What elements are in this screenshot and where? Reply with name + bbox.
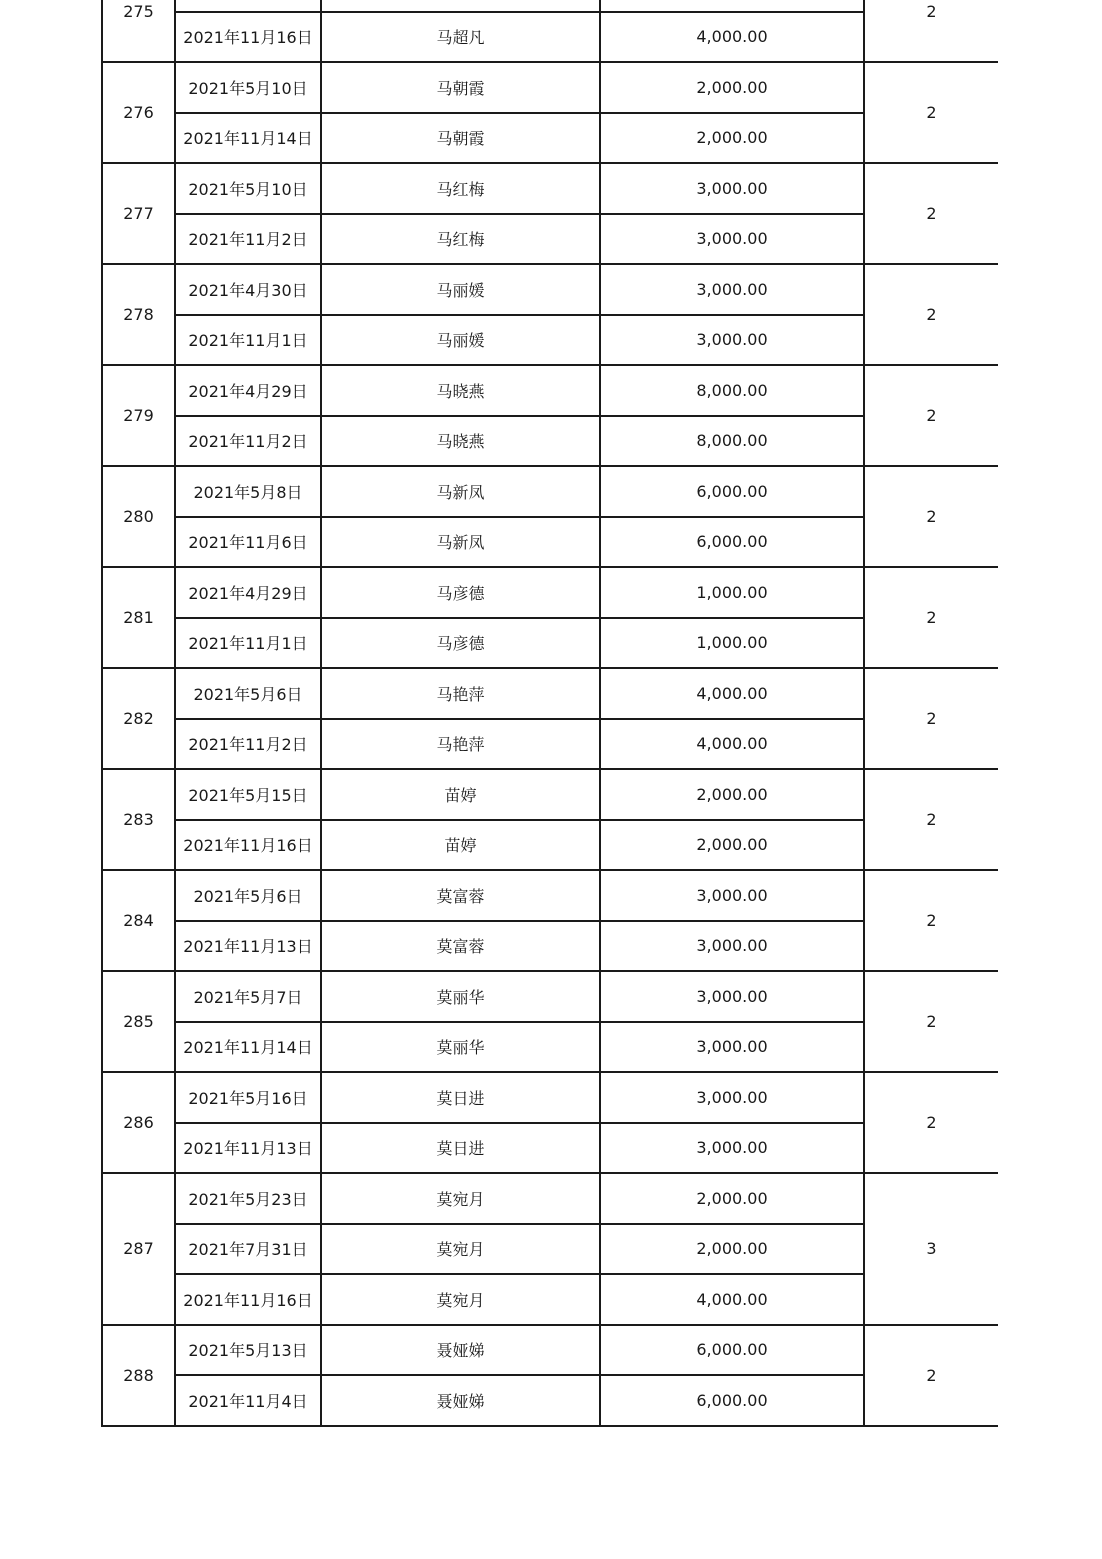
name-cell: 莫富蓉 [321,870,600,921]
name-cell: 莫宛月 [321,1224,600,1275]
amount-cell: 8,000.00 [600,365,864,416]
date-cell: 2021年5月15日 [175,769,321,820]
amount-cell: 3,000.00 [600,1072,864,1123]
table-row [102,214,998,265]
date-cell: 2021年11月4日 [175,1375,321,1426]
count-cell: 2 [864,1325,998,1426]
date-cell: 2021年5月6日 [175,668,321,719]
amount-cell: 3,000.00 [600,264,864,315]
date-cell: 2021年11月2日 [175,416,321,467]
table-row [102,971,998,1022]
record-number-cell: 275 [102,0,175,62]
name-cell: 马晓燕 [321,416,600,467]
date-cell: 2021年5月16日 [175,1072,321,1123]
record-number-cell: 279 [102,365,175,466]
name-cell: 苗婷 [321,769,600,820]
count-cell: 2 [864,62,998,163]
record-number-cell: 286 [102,1072,175,1173]
record-number-cell: 284 [102,870,175,971]
amount-cell: 1,000.00 [600,618,864,669]
count-cell: 2 [864,971,998,1072]
date-cell [175,0,321,12]
table-row [102,1123,998,1174]
table-row [102,12,998,63]
date-cell: 2021年11月16日 [175,820,321,871]
table-row [102,0,998,12]
record-number-cell: 280 [102,466,175,567]
date-cell: 2021年11月6日 [175,517,321,568]
amount-cell: 2,000.00 [600,1224,864,1275]
count-cell: 2 [864,567,998,668]
table-row [102,921,998,972]
count-cell: 2 [864,264,998,365]
date-cell: 2021年5月10日 [175,163,321,214]
date-cell: 2021年11月16日 [175,12,321,63]
date-cell: 2021年5月6日 [175,870,321,921]
amount-cell [600,0,864,12]
amount-cell: 6,000.00 [600,1375,864,1426]
table-row [102,163,998,214]
amount-cell: 4,000.00 [600,1274,864,1325]
record-number-cell: 278 [102,264,175,365]
table-row [102,264,998,315]
name-cell: 马朝霞 [321,62,600,113]
amount-cell: 3,000.00 [600,921,864,972]
name-cell: 莫日进 [321,1072,600,1123]
date-cell: 2021年4月29日 [175,365,321,416]
table-row [102,567,998,618]
amount-cell: 4,000.00 [600,12,864,63]
table-row [102,719,998,770]
date-cell: 2021年4月29日 [175,567,321,618]
amount-cell: 3,000.00 [600,971,864,1022]
table-row [102,668,998,719]
name-cell: 马超凡 [321,12,600,63]
name-cell: 马艳萍 [321,719,600,770]
date-cell: 2021年5月13日 [175,1325,321,1376]
table-row [102,62,998,113]
table-row [102,769,998,820]
amount-cell: 2,000.00 [600,62,864,113]
table-row [102,1274,998,1325]
record-number-cell: 283 [102,769,175,870]
name-cell: 马新凤 [321,466,600,517]
count-cell: 2 [864,466,998,567]
date-cell: 2021年11月13日 [175,1123,321,1174]
table-row [102,315,998,366]
name-cell: 莫宛月 [321,1173,600,1224]
amount-cell: 3,000.00 [600,214,864,265]
table-row [102,820,998,871]
date-cell: 2021年11月2日 [175,719,321,770]
date-cell: 2021年11月13日 [175,921,321,972]
count-cell: 2 [864,1072,998,1173]
name-cell: 马彦德 [321,567,600,618]
name-cell: 莫日进 [321,1123,600,1174]
amount-cell: 6,000.00 [600,466,864,517]
name-cell: 莫富蓉 [321,921,600,972]
table-row [102,1173,998,1224]
record-number-cell: 285 [102,971,175,1072]
date-cell: 2021年5月8日 [175,466,321,517]
table-row [102,416,998,467]
name-cell: 马丽媛 [321,315,600,366]
amount-cell: 8,000.00 [600,416,864,467]
records-table [101,0,998,1427]
date-cell: 2021年4月30日 [175,264,321,315]
amount-cell: 3,000.00 [600,870,864,921]
date-cell: 2021年5月10日 [175,62,321,113]
record-number-cell: 276 [102,62,175,163]
table-row [102,466,998,517]
name-cell: 马晓燕 [321,365,600,416]
table-row [102,1022,998,1073]
table-row [102,1072,998,1123]
date-cell: 2021年5月23日 [175,1173,321,1224]
name-cell: 马丽媛 [321,264,600,315]
table-row [102,1325,998,1376]
count-cell: 2 [864,668,998,769]
date-cell: 2021年5月7日 [175,971,321,1022]
record-number-cell: 281 [102,567,175,668]
record-number-cell: 287 [102,1173,175,1325]
amount-cell: 2,000.00 [600,1173,864,1224]
name-cell: 聂娅娣 [321,1375,600,1426]
amount-cell: 1,000.00 [600,567,864,618]
date-cell: 2021年11月2日 [175,214,321,265]
record-number-cell: 277 [102,163,175,264]
table-row [102,113,998,164]
count-cell: 2 [864,769,998,870]
record-number-cell: 288 [102,1325,175,1426]
name-cell: 马彦德 [321,618,600,669]
date-cell: 2021年11月16日 [175,1274,321,1325]
name-cell: 马艳萍 [321,668,600,719]
count-cell: 2 [864,163,998,264]
table-row [102,1224,998,1275]
amount-cell: 3,000.00 [600,1022,864,1073]
name-cell: 马新凤 [321,517,600,568]
table-row [102,1375,998,1426]
name-cell: 马红梅 [321,214,600,265]
record-number-cell: 282 [102,668,175,769]
amount-cell: 4,000.00 [600,719,864,770]
count-cell: 3 [864,1173,998,1325]
name-cell: 聂娅娣 [321,1325,600,1376]
table-container [101,0,998,1542]
name-cell: 莫宛月 [321,1274,600,1325]
amount-cell: 3,000.00 [600,1123,864,1174]
count-cell: 2 [864,870,998,971]
name-cell: 苗婷 [321,820,600,871]
count-cell: 2 [864,365,998,466]
date-cell: 2021年11月14日 [175,113,321,164]
records-table-body [102,0,998,1426]
table-row [102,517,998,568]
table-row [102,365,998,416]
name-cell: 马朝霞 [321,113,600,164]
table-row [102,618,998,669]
amount-cell: 2,000.00 [600,769,864,820]
amount-cell: 4,000.00 [600,668,864,719]
name-cell: 莫丽华 [321,1022,600,1073]
name-cell [321,0,600,12]
amount-cell: 2,000.00 [600,113,864,164]
date-cell: 2021年11月1日 [175,315,321,366]
count-cell: 2 [864,0,998,62]
amount-cell: 6,000.00 [600,517,864,568]
date-cell: 2021年11月1日 [175,618,321,669]
amount-cell: 3,000.00 [600,315,864,366]
amount-cell: 3,000.00 [600,163,864,214]
amount-cell: 6,000.00 [600,1325,864,1376]
table-row [102,870,998,921]
name-cell: 马红梅 [321,163,600,214]
date-cell: 2021年11月14日 [175,1022,321,1073]
amount-cell: 2,000.00 [600,820,864,871]
date-cell: 2021年7月31日 [175,1224,321,1275]
name-cell: 莫丽华 [321,971,600,1022]
